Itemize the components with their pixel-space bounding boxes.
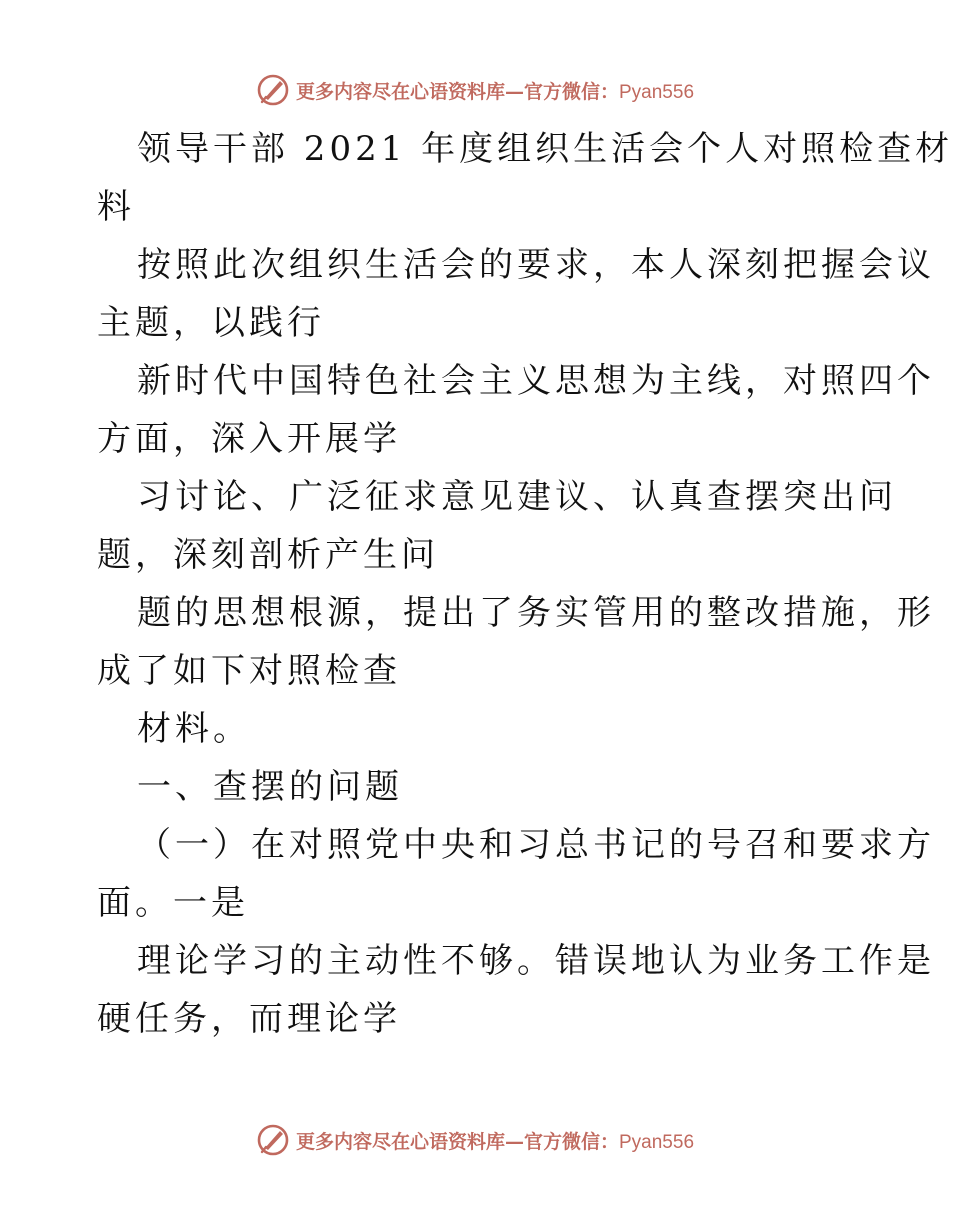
watermark-text (296, 1127, 694, 1154)
footer-watermark (0, 1120, 950, 1160)
quill-logo-icon (256, 73, 290, 107)
watermark-dash: — (504, 1130, 524, 1153)
paragraph-line: 面。一是 (97, 883, 249, 923)
quill-logo-icon (256, 1123, 290, 1157)
watermark-suffix: 官方微信： (523, 80, 619, 103)
paragraph-line: （一）在对照党中央和习总书记的号召和要求方 (137, 825, 935, 865)
paragraph-line: 方面，深入开展学 (97, 419, 401, 459)
paragraph-line: 习讨论、广泛征求意见建议、认真查摆突出问 (137, 477, 897, 517)
watermark-main: 更多内容尽在心语资料库 (295, 1130, 505, 1153)
watermark-group (256, 1123, 694, 1157)
watermark-group (256, 73, 694, 107)
paragraph-line: 料 (97, 187, 135, 227)
paragraph-line: 理论学习的主动性不够。错误地认为业务工作是 (137, 941, 935, 981)
header-watermark (0, 70, 950, 110)
paragraph-line: 硬任务，而理论学 (97, 999, 401, 1039)
paragraph-line: 领导干部 2021 年度组织生活会个人对照检查材 (137, 129, 953, 169)
watermark-account: Pyan556 (619, 81, 695, 103)
paragraph-line: 主题，以践行 (97, 303, 325, 343)
paragraph-line: 成了如下对照检查 (97, 651, 401, 691)
watermark-text (296, 77, 694, 104)
paragraph-line: 一、查摆的问题 (137, 767, 403, 807)
paragraph-line: 按照此次组织生活会的要求，本人深刻把握会议 (137, 245, 935, 285)
document-body (97, 120, 953, 1048)
paragraph-line: 题的思想根源，提出了务实管用的整改措施，形 (137, 593, 935, 633)
watermark-account: Pyan556 (619, 1131, 695, 1153)
watermark-suffix: 官方微信： (523, 1130, 619, 1153)
paragraph-line: 材料。 (137, 709, 251, 749)
paragraph-line: 题，深刻剖析产生问 (97, 535, 439, 575)
watermark-dash: — (504, 80, 524, 103)
paragraph-line: 新时代中国特色社会主义思想为主线，对照四个 (137, 361, 935, 401)
watermark-main: 更多内容尽在心语资料库 (295, 80, 505, 103)
